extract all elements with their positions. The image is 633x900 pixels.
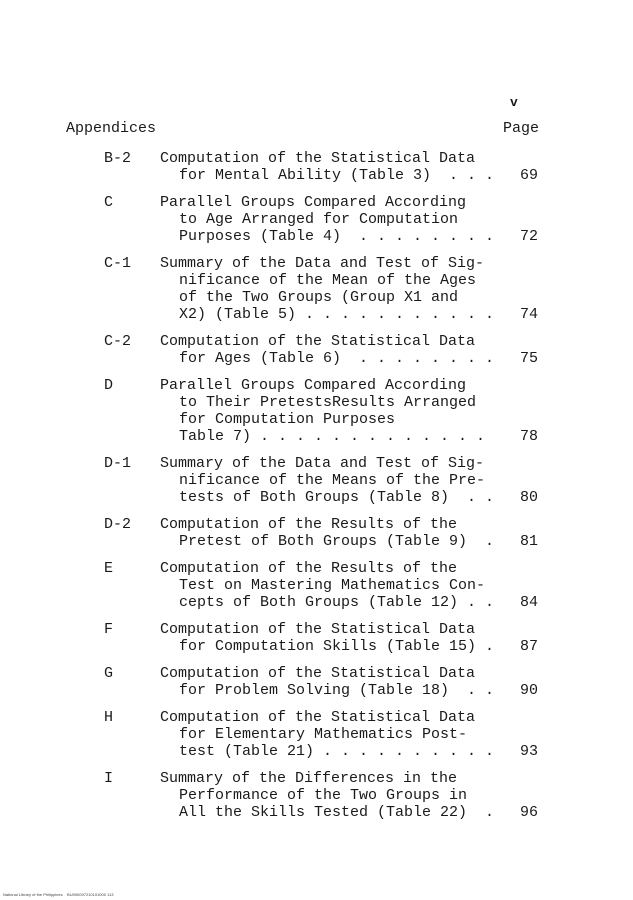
appendix-page-number: 72 bbox=[520, 228, 539, 245]
appendix-page-number: 93 bbox=[520, 743, 539, 760]
appendix-entry bbox=[0, 194, 633, 245]
appendix-id: D-1 bbox=[104, 455, 132, 472]
appendices-heading: Appendices bbox=[66, 120, 157, 137]
appendix-title-line: of the Two Groups (Group X1 and bbox=[179, 289, 459, 306]
appendix-title-line: for Computation Purposes bbox=[179, 411, 396, 428]
appendix-page-number: 74 bbox=[520, 306, 539, 323]
appendix-title-line: for Computation Skills (Table 15) . bbox=[179, 638, 495, 655]
appendix-title-line: Computation of the Statistical Data bbox=[160, 709, 476, 726]
appendix-id: B-2 bbox=[104, 150, 132, 167]
page-number: v bbox=[510, 95, 518, 110]
appendix-title bbox=[160, 377, 500, 445]
appendix-title-line: Test on Mastering Mathematics Con- bbox=[179, 577, 486, 594]
appendix-title bbox=[160, 709, 500, 760]
appendix-page-number: 90 bbox=[520, 682, 539, 699]
appendix-entry bbox=[0, 150, 633, 184]
appendix-id: I bbox=[104, 770, 114, 787]
appendix-title-line: for Ages (Table 6) . . . . . . . . bbox=[179, 350, 495, 367]
appendix-id: E bbox=[104, 560, 114, 577]
appendix-id: G bbox=[104, 665, 114, 682]
appendix-list bbox=[0, 150, 633, 831]
appendix-page-number: 84 bbox=[520, 594, 539, 611]
appendix-title-line: Pretest of Both Groups (Table 9) . bbox=[179, 533, 495, 550]
appendix-page-number: 81 bbox=[520, 533, 539, 550]
appendix-title bbox=[160, 255, 500, 323]
appendix-id: C-2 bbox=[104, 333, 132, 350]
appendix-title-line: Computation of the Statistical Data bbox=[160, 621, 476, 638]
appendix-title-line: Summary of the Differences in the bbox=[160, 770, 458, 787]
appendix-page-number: 78 bbox=[520, 428, 539, 445]
appendix-page-number: 80 bbox=[520, 489, 539, 506]
appendix-page-number: 75 bbox=[520, 350, 539, 367]
appendix-title-line: Summary of the Data and Test of Sig- bbox=[160, 255, 485, 272]
appendix-title-line: for Elementary Mathematics Post- bbox=[179, 726, 468, 743]
appendix-title-line: test (Table 21) . . . . . . . . . . bbox=[179, 743, 495, 760]
appendix-title bbox=[160, 665, 500, 699]
appendix-id: H bbox=[104, 709, 114, 726]
appendix-title bbox=[160, 516, 500, 550]
appendix-title-line: to Age Arranged for Computation bbox=[179, 211, 459, 228]
appendix-title-line: cepts of Both Groups (Table 12) . . bbox=[179, 594, 495, 611]
appendix-title-line: for Mental Ability (Table 3) . . . bbox=[179, 167, 495, 184]
appendix-title-line: Computation of the Results of the bbox=[160, 516, 458, 533]
appendix-title bbox=[160, 150, 500, 184]
appendix-title-line: Computation of the Statistical Data bbox=[160, 665, 476, 682]
appendix-title bbox=[160, 621, 500, 655]
appendix-title bbox=[160, 194, 500, 245]
appendix-title-line: Performance of the Two Groups in bbox=[179, 787, 468, 804]
appendix-title-line: Purposes (Table 4) . . . . . . . . bbox=[179, 228, 495, 245]
appendix-title-line: Computation of the Statistical Data bbox=[160, 333, 476, 350]
appendix-title-line: Computation of the Results of the bbox=[160, 560, 458, 577]
appendix-title-line: tests of Both Groups (Table 8) . . bbox=[179, 489, 495, 506]
appendix-title-line: X2) (Table 5) . . . . . . . . . . . bbox=[179, 306, 495, 323]
appendix-title-line: to Their PretestsResults Arranged bbox=[179, 394, 477, 411]
appendix-id: F bbox=[104, 621, 114, 638]
appendix-id: C bbox=[104, 194, 114, 211]
appendix-entry bbox=[0, 665, 633, 699]
appendix-entry bbox=[0, 455, 633, 506]
appendix-entry bbox=[0, 709, 633, 760]
appendix-title-line: nificance of the Means of the Pre- bbox=[179, 472, 486, 489]
appendix-title-line: nificance of the Mean of the Ages bbox=[179, 272, 477, 289]
appendix-title-line: Parallel Groups Compared According bbox=[160, 194, 467, 211]
appendix-id: D-2 bbox=[104, 516, 132, 533]
appendix-title-line: Computation of the Statistical Data bbox=[160, 150, 476, 167]
appendix-title bbox=[160, 455, 500, 506]
appendix-page-number: 87 bbox=[520, 638, 539, 655]
appendix-entry bbox=[0, 770, 633, 821]
page-column-heading: Page bbox=[503, 120, 540, 137]
appendix-title-line: Table 7) . . . . . . . . . . . . . bbox=[179, 428, 486, 445]
appendix-entry bbox=[0, 333, 633, 367]
appendix-entry bbox=[0, 516, 633, 550]
appendix-entry bbox=[0, 255, 633, 323]
appendix-page-number: 96 bbox=[520, 804, 539, 821]
appendix-id: D bbox=[104, 377, 114, 394]
appendix-entry bbox=[0, 560, 633, 611]
appendix-title bbox=[160, 770, 500, 821]
appendix-title-line: Parallel Groups Compared According bbox=[160, 377, 467, 394]
appendix-id: C-1 bbox=[104, 255, 132, 272]
appendix-title bbox=[160, 333, 500, 367]
appendix-entry bbox=[0, 621, 633, 655]
appendix-title bbox=[160, 560, 500, 611]
appendix-title-line: All the Skills Tested (Table 22) . bbox=[179, 804, 495, 821]
appendix-page-number: 69 bbox=[520, 167, 539, 184]
appendix-title-line: Summary of the Data and Test of Sig- bbox=[160, 455, 485, 472]
appendix-entry bbox=[0, 377, 633, 445]
library-footer: National Library of the Philippines BU000097210101000 113 bbox=[3, 892, 114, 897]
appendix-title-line: for Problem Solving (Table 18) . . bbox=[179, 682, 495, 699]
